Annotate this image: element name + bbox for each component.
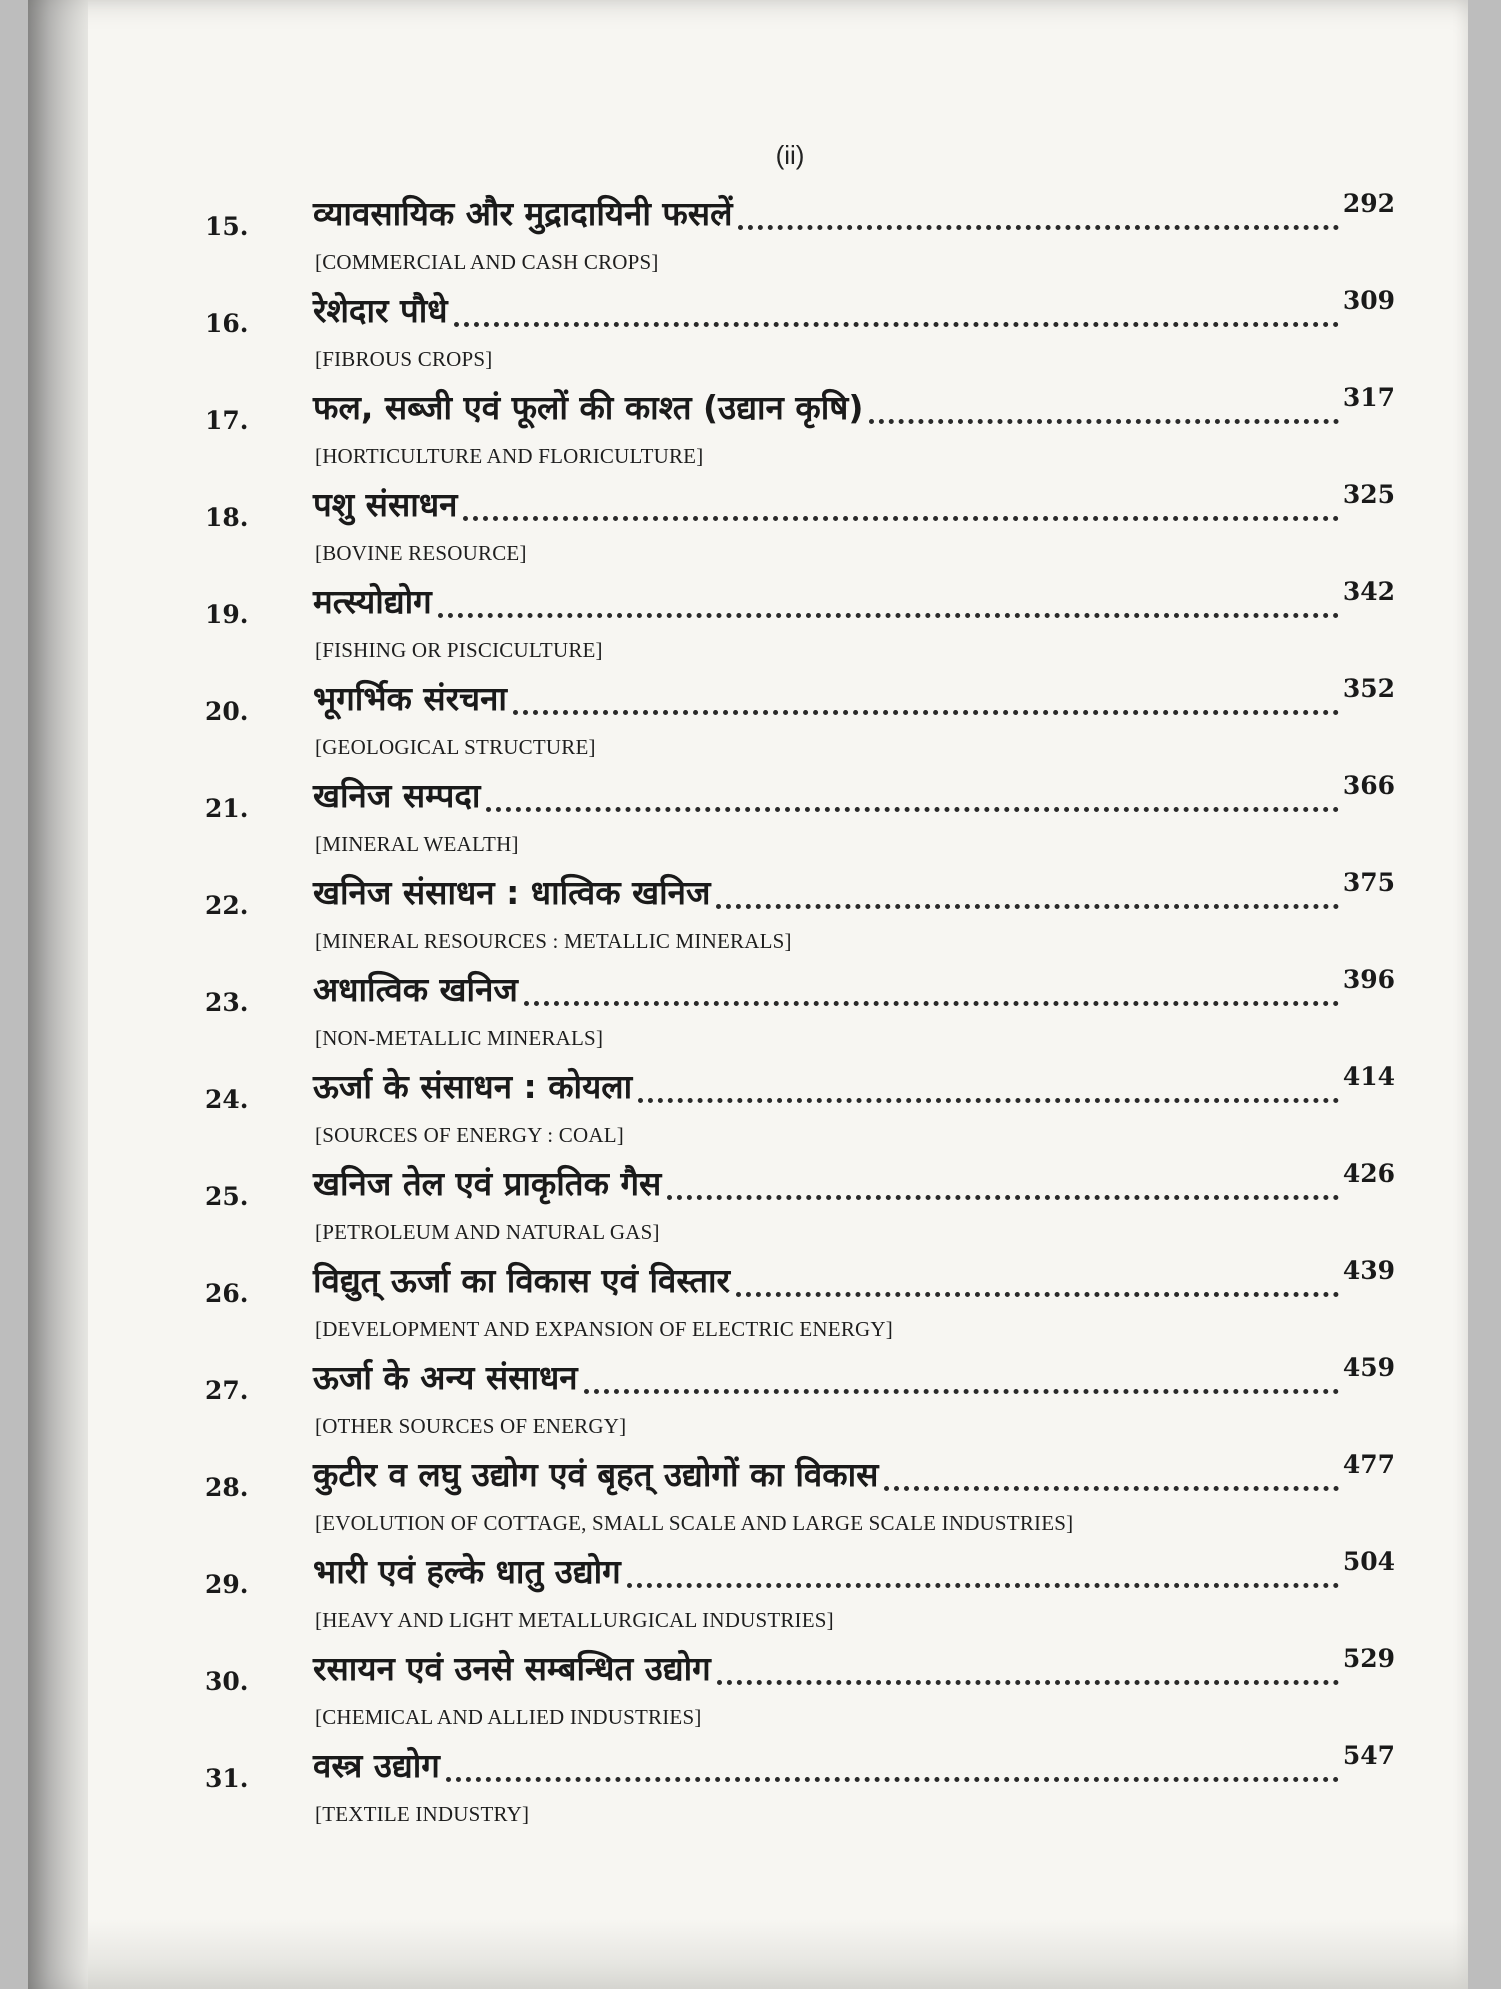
chapter-title-english: [CHEMICAL AND ALLIED INDUSTRIES] bbox=[315, 1705, 702, 1729]
leader-dots bbox=[584, 1359, 1339, 1394]
chapter-title-hindi: व्यावसायिक और मुद्रादायिनी फसलें bbox=[313, 194, 733, 233]
chapter-title-row bbox=[313, 1354, 1395, 1400]
leader-dots bbox=[627, 1553, 1339, 1588]
toc-entry bbox=[205, 287, 1395, 384]
chapter-page-number: 342 bbox=[1342, 577, 1395, 606]
chapter-page-number: 309 bbox=[1342, 286, 1395, 315]
chapter-number: 25. bbox=[205, 1182, 249, 1211]
chapter-number: 18. bbox=[205, 503, 249, 532]
chapter-page-number: 352 bbox=[1342, 674, 1395, 703]
leader-dots bbox=[738, 195, 1338, 230]
toc-entry bbox=[205, 675, 1395, 772]
chapter-page-number: 529 bbox=[1342, 1644, 1395, 1673]
chapter-page-number: 504 bbox=[1342, 1547, 1395, 1576]
chapter-title-row bbox=[313, 966, 1395, 1012]
chapter-page-number: 459 bbox=[1342, 1353, 1395, 1382]
chapter-title-row bbox=[313, 578, 1395, 624]
toc-entry bbox=[205, 1257, 1395, 1354]
toc-entry bbox=[205, 772, 1395, 869]
chapter-number: 19. bbox=[205, 600, 249, 629]
chapter-title-row bbox=[313, 869, 1395, 915]
chapter-page-number: 426 bbox=[1342, 1159, 1395, 1188]
chapter-page-number: 317 bbox=[1342, 383, 1395, 412]
chapter-title-english: [HEAVY AND LIGHT METALLURGICAL INDUSTRIES] bbox=[315, 1608, 834, 1632]
toc-entry bbox=[205, 578, 1395, 675]
toc-entry bbox=[205, 481, 1395, 578]
chapter-title-row bbox=[313, 1160, 1395, 1206]
chapter-title-hindi: विद्युत् ऊर्जा का विकास एवं विस्तार bbox=[313, 1261, 731, 1300]
chapter-number: 24. bbox=[205, 1085, 249, 1114]
chapter-title-english: [HORTICULTURE AND FLORICULTURE] bbox=[315, 444, 704, 468]
leader-dots bbox=[463, 486, 1338, 521]
page-number: (ii) bbox=[775, 140, 805, 170]
chapter-title-hindi: वस्त्र उद्योग bbox=[313, 1746, 440, 1785]
chapter-number: 17. bbox=[205, 406, 249, 435]
leader-dots bbox=[524, 971, 1339, 1006]
chapter-title-english: [EVOLUTION OF COTTAGE, SMALL SCALE AND LARGE SCALE INDUSTRIES] bbox=[315, 1511, 1074, 1535]
chapter-page-number: 375 bbox=[1342, 868, 1395, 897]
chapter-title-english: [MINERAL RESOURCES : METALLIC MINERALS] bbox=[315, 929, 792, 953]
chapter-page-number: 414 bbox=[1342, 1062, 1395, 1091]
chapter-number: 28. bbox=[205, 1473, 249, 1502]
chapter-title-row bbox=[313, 1257, 1395, 1303]
leader-dots bbox=[667, 1165, 1338, 1200]
chapter-title-row bbox=[313, 1548, 1395, 1594]
chapter-number: 20. bbox=[205, 697, 249, 726]
chapter-number: 23. bbox=[205, 988, 249, 1017]
chapter-page-number: 547 bbox=[1342, 1741, 1395, 1770]
chapter-title-hindi: पशु संसाधन bbox=[313, 485, 458, 524]
leader-dots bbox=[446, 1747, 1339, 1782]
page-binding-shadow bbox=[28, 0, 88, 1989]
chapter-number: 26. bbox=[205, 1279, 249, 1308]
leader-dots bbox=[513, 680, 1339, 715]
chapter-page-number: 325 bbox=[1342, 480, 1395, 509]
chapter-page-number: 439 bbox=[1342, 1256, 1395, 1285]
chapter-title-english: [MINERAL WEALTH] bbox=[315, 832, 519, 856]
toc-entry bbox=[205, 1645, 1395, 1742]
toc-entry bbox=[205, 1160, 1395, 1257]
chapter-page-number: 366 bbox=[1342, 771, 1395, 800]
toc-entry bbox=[205, 1742, 1395, 1839]
leader-dots bbox=[717, 1650, 1339, 1685]
chapter-number: 30. bbox=[205, 1667, 249, 1696]
chapter-title-english: [FIBROUS CROPS] bbox=[315, 347, 493, 371]
leader-dots bbox=[638, 1068, 1339, 1103]
chapter-title-english: [PETROLEUM AND NATURAL GAS] bbox=[315, 1220, 660, 1244]
leader-dots bbox=[736, 1262, 1339, 1297]
toc-entry bbox=[205, 1354, 1395, 1451]
chapter-title-english: [FISHING OR PISCICULTURE] bbox=[315, 638, 603, 662]
chapter-title-row bbox=[313, 1063, 1395, 1109]
chapter-number: 21. bbox=[205, 794, 249, 823]
chapter-title-hindi: अधात्विक खनिज bbox=[313, 970, 518, 1009]
chapter-title-row bbox=[313, 384, 1395, 430]
chapter-title-english: [SOURCES OF ENERGY : COAL] bbox=[315, 1123, 624, 1147]
chapter-title-hindi: खनिज सम्पदा bbox=[313, 776, 481, 815]
leader-dots bbox=[486, 777, 1338, 812]
toc-entry bbox=[205, 384, 1395, 481]
chapter-title-hindi: कुटीर व लघु उद्योग एवं बृहत् उद्योगों का विकास bbox=[313, 1455, 879, 1494]
chapter-number: 27. bbox=[205, 1376, 249, 1405]
chapter-number: 22. bbox=[205, 891, 249, 920]
chapter-title-hindi: खनिज तेल एवं प्राकृतिक गैस bbox=[313, 1164, 662, 1203]
chapter-title-english: [COMMERCIAL AND CASH CROPS] bbox=[315, 250, 659, 274]
toc-entry bbox=[205, 190, 1395, 287]
leader-dots bbox=[884, 1456, 1338, 1491]
page-bottom-shadow bbox=[88, 1919, 1468, 1989]
chapter-title-row bbox=[313, 1451, 1395, 1497]
chapter-title-english: [NON-METALLIC MINERALS] bbox=[315, 1026, 604, 1050]
toc-entry bbox=[205, 869, 1395, 966]
chapter-number: 15. bbox=[205, 212, 249, 241]
leader-dots bbox=[454, 292, 1339, 327]
chapter-title-row bbox=[313, 287, 1395, 333]
chapter-title-english: [DEVELOPMENT AND EXPANSION OF ELECTRIC ENERGY] bbox=[315, 1317, 893, 1341]
leader-dots bbox=[438, 583, 1339, 618]
leader-dots bbox=[716, 874, 1338, 909]
chapter-number: 31. bbox=[205, 1764, 249, 1793]
leader-dots bbox=[869, 389, 1338, 424]
chapter-title-row bbox=[313, 1645, 1395, 1691]
toc-entry bbox=[205, 966, 1395, 1063]
chapter-page-number: 396 bbox=[1342, 965, 1395, 994]
chapter-title-hindi: खनिज संसाधन : धात्विक खनिज bbox=[313, 873, 711, 912]
chapter-title-hindi: रेशेदार पौधे bbox=[313, 291, 448, 330]
chapter-title-row bbox=[313, 1742, 1395, 1788]
chapter-title-hindi: फल, सब्जी एवं फूलों की काश्त (उद्यान कृषि) bbox=[313, 388, 864, 427]
chapter-title-hindi: भारी एवं हल्के धातु उद्योग bbox=[313, 1552, 621, 1591]
toc-entry bbox=[205, 1063, 1395, 1160]
toc-entry bbox=[205, 1451, 1395, 1548]
chapter-title-row bbox=[313, 772, 1395, 818]
chapter-title-english: [BOVINE RESOURCE] bbox=[315, 541, 527, 565]
chapter-title-hindi: भूगर्भिक संरचना bbox=[313, 679, 507, 718]
chapter-title-row bbox=[313, 675, 1395, 721]
chapter-title-english: [OTHER SOURCES OF ENERGY] bbox=[315, 1414, 627, 1438]
chapter-number: 16. bbox=[205, 309, 249, 338]
chapter-title-hindi: ऊर्जा के संसाधन : कोयला bbox=[313, 1067, 633, 1106]
chapter-title-hindi: ऊर्जा के अन्य संसाधन bbox=[313, 1358, 578, 1397]
chapter-page-number: 477 bbox=[1342, 1450, 1395, 1479]
chapter-title-english: [GEOLOGICAL STRUCTURE] bbox=[315, 735, 596, 759]
table-of-contents bbox=[205, 190, 1395, 1839]
chapter-page-number: 292 bbox=[1342, 189, 1395, 218]
chapter-number: 29. bbox=[205, 1570, 249, 1599]
chapter-title-row bbox=[313, 481, 1395, 527]
chapter-title-hindi: मत्स्योद्योग bbox=[313, 582, 432, 621]
chapter-title-row bbox=[313, 190, 1395, 236]
toc-entry bbox=[205, 1548, 1395, 1645]
chapter-title-hindi: रसायन एवं उनसे सम्बन्धित उद्योग bbox=[313, 1649, 711, 1688]
chapter-title-english: [TEXTILE INDUSTRY] bbox=[315, 1802, 530, 1826]
